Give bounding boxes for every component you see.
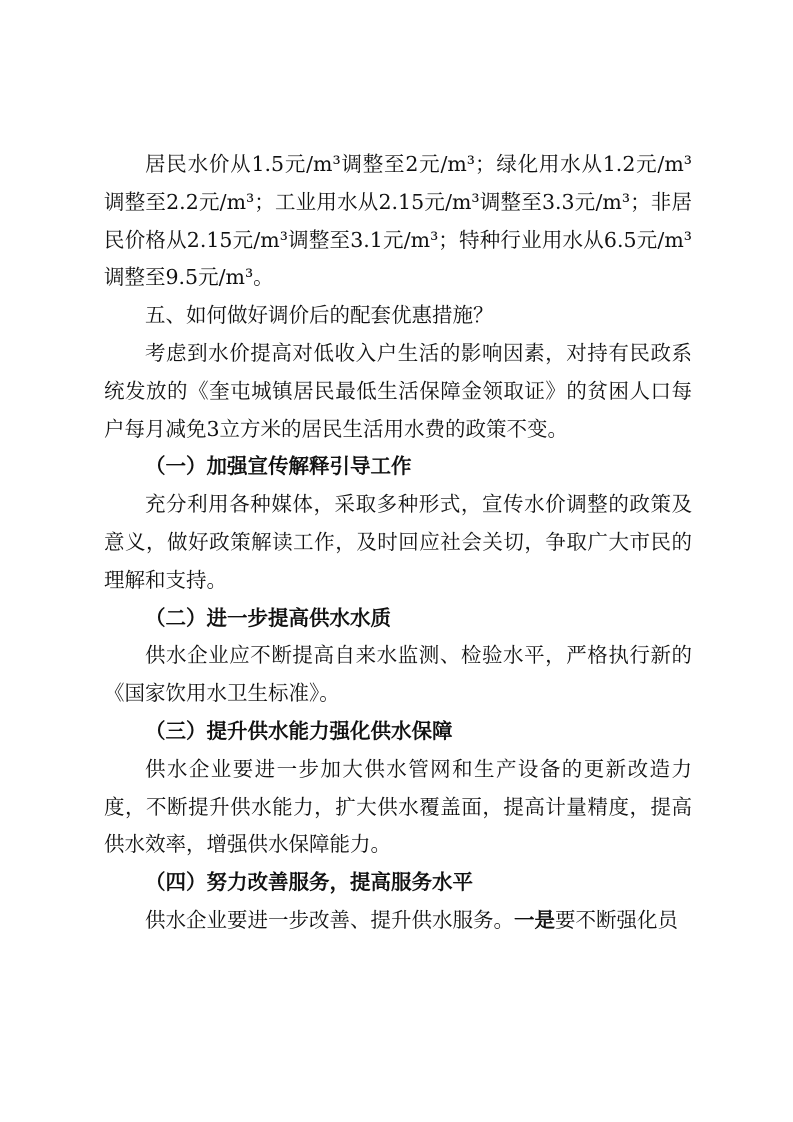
service-text-after: 要不断强化员 <box>555 907 678 932</box>
subheading-three: （三）提升供水能力强化供水保障 <box>145 718 453 743</box>
paragraph-water-quality: 供水企业应不断提高自来水监测、检验水平，严格执行新的《国家饮用水卫生标准》。 <box>104 643 692 706</box>
paragraph-publicity: 充分利用各种媒体，采取多种形式，宣传水价调整的政策及意义，做好政策解读工作，及时回应社会关切，争取广大市民的理解和支持。 <box>104 492 692 592</box>
subheading-two: （二）进一步提高供水水质 <box>145 605 391 630</box>
service-emphasis: 一是 <box>514 907 555 932</box>
service-text-before: 供水企业要进一步改善、提升供水服务。 <box>145 907 514 932</box>
paragraph-supply-capacity: 供水企业要进一步加大供水管网和生产设备的更新改造力度，不断提升供水能力，扩大供水覆盖面，提高计量精度，提高供水效率，增强供水保障能力。 <box>104 756 692 857</box>
subheading-one: （一）加强宣传解释引导工作 <box>145 454 412 479</box>
section-heading-five: 五、如何做好调价后的配套优惠措施？ <box>145 303 494 328</box>
document-body <box>104 146 692 940</box>
subheading-four: （四）努力改善服务，提高服务水平 <box>145 870 473 895</box>
paragraph-water-prices: 居民水价从1.5元/m³调整至2元/m³；绿化用水从1.2元/m³调整至2.2元/m³；工业用水从2.15元/m³调整至3.3元/m³；非居民价格从2.15元/m³调整至3.1元/m³；特种行业用水从6.5元/m³调整至9.5元/m³。 <box>104 152 692 290</box>
paragraph-service <box>104 902 692 940</box>
paragraph-low-income-relief: 考虑到水价提高对低收入户生活的影响因素，对持有民政系统发放的《奎屯城镇居民最低生活保障金领取证》的贫困人口每户每月减免3立方米的居民生活用水费的政策不变。 <box>104 340 692 441</box>
